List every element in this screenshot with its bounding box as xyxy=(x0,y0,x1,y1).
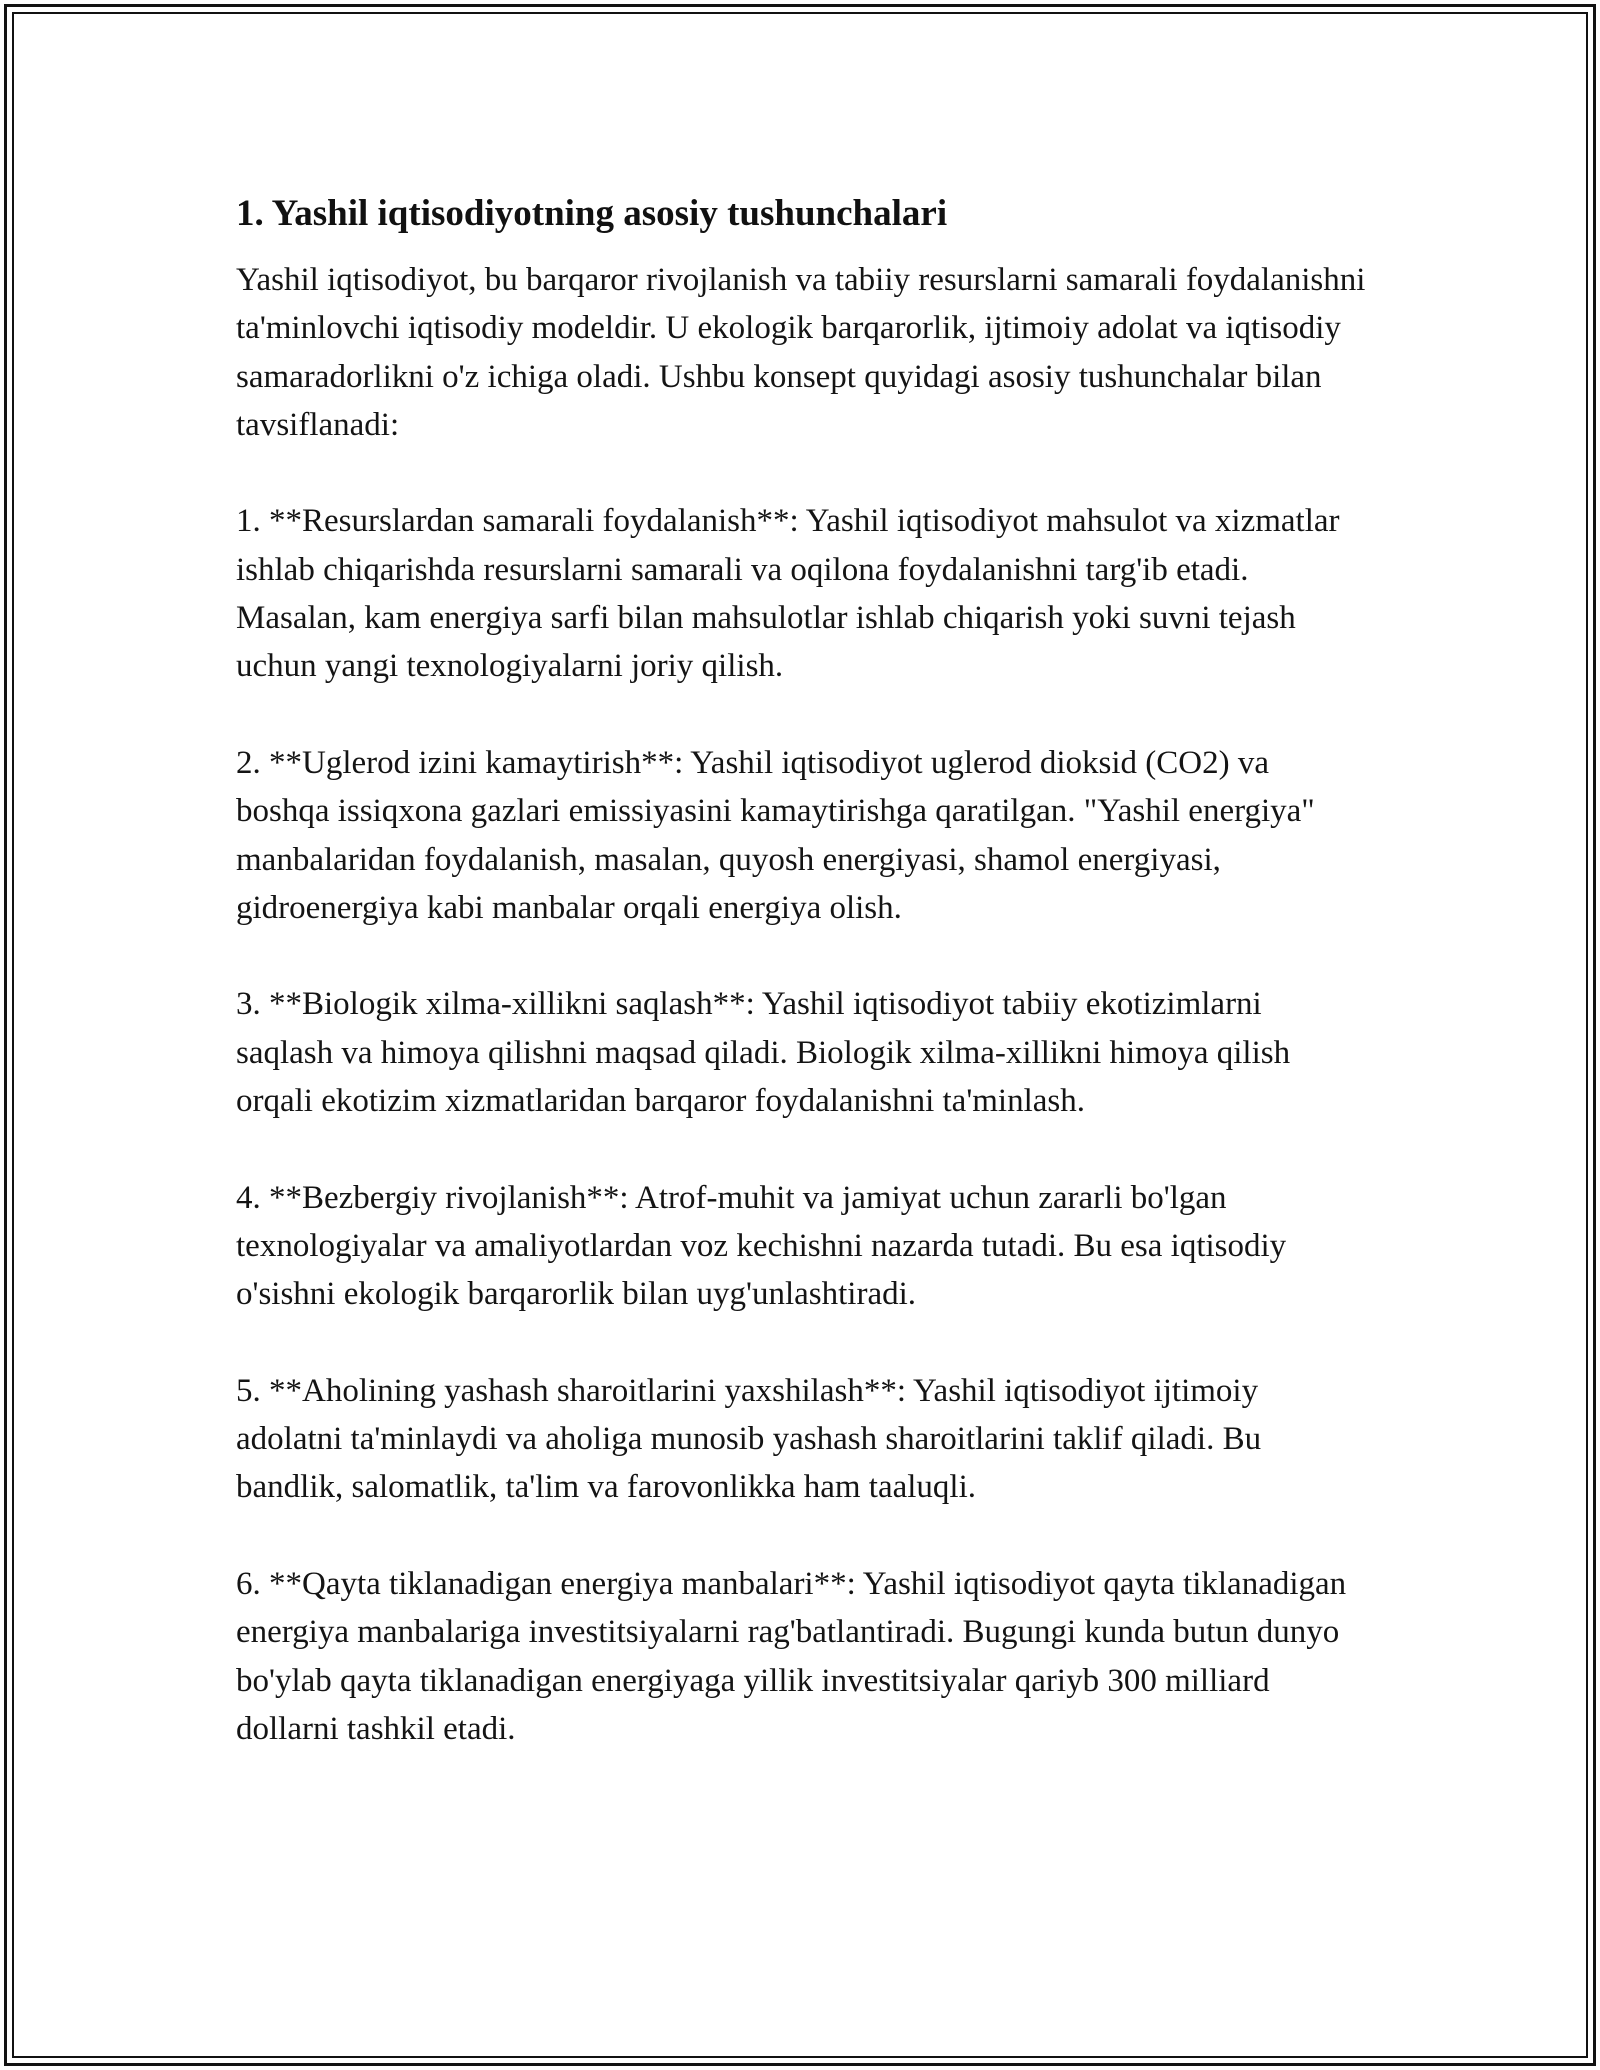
list-item-biodiversity: 3. **Biologik xilma-xillikni saqlash**: Yashil iqtisodiyot tabiiy ekotizimlarni saqlash va himoya qilishni maqsad qiladi. Biologik xilma-xillikni himoya qilish orqali ekotizim xizmatlaridan barqaror foydalanishni ta'minlash. xyxy=(236,986,1299,1120)
intro-paragraph: Yashil iqtisodiyot, bu barqaror rivojlanish va tabiiy resurslarni samarali foydalanishni ta'minlovchi iqtisodiy modeldir. U ekologik barqarorlik, ijtimoiy adolat va iqtisodiy samaradorlikni o'z ichiga oladi. Ushbu konsept quyidagi asosiy tushunchalar bilan tavsiflanadi: xyxy=(236,262,1374,443)
list-item-carbon-reduction: 2. **Uglerod izini kamaytirish**: Yashil iqtisodiyot uglerod dioksid (CO2) va boshqa issiqxona gazlari emissiyasini kamaytirishga qaratilgan. "Yashil energiya" manbalaridan foydalanish, masalan, quyosh energiyasi, shamol energiyasi, gidroenergiya kabi manbalar orqali energiya olish. xyxy=(236,744,1324,926)
list-item-resource-efficiency: 1. **Resurslardan samarali foydalanish**: Yashil iqtisodiyot mahsulot va xizmatlar ishlab chiqarishda resurslarni samarali va oqilona foydalanishni targ'ib etadi. Masalan, kam energiya sarfi bilan mahsulotlar ishlab chiqarish yoki suvni tejash uchun yangi texnologiyalarni joriy qilish. xyxy=(236,503,1348,685)
document-body xyxy=(236,186,1374,1753)
list-item-renewable-energy: 6. **Qayta tiklanadigan energiya manbalari**: Yashil iqtisodiyot qayta tiklanadigan energiya manbalariga investitsiyalarni rag'batlantiradi. Bugungi kunda butun dunyo bo'ylab qayta tiklanadigan energiyaga yillik investitsiyalar qariyb 300 milliard dollarni tashkil etadi. xyxy=(236,1566,1355,1747)
section-title: 1. Yashil iqtisodiyotning asosiy tushunchalari xyxy=(236,193,948,234)
list-item-safe-development: 4. **Bezbergiy rivojlanish**: Atrof-muhit va jamiyat uchun zararli bo'lgan texnologiyalar va amaliyotlardan voz kechishni nazarda tutadi. Bu esa iqtisodiy o'sishni ekologik barqarorlik bilan uyg'unlashtiradi. xyxy=(236,1179,1295,1313)
list-item-living-conditions: 5. **Aholining yashash sharoitlarini yaxshilash**: Yashil iqtisodiyot ijtimoiy adolatni ta'minlaydi va aholiga munosib yashash sharoitlarini taklif qiladi. Bu bandlik, salomatlik, ta'lim va farovonlikka ham taaluqli. xyxy=(236,1372,1270,1506)
